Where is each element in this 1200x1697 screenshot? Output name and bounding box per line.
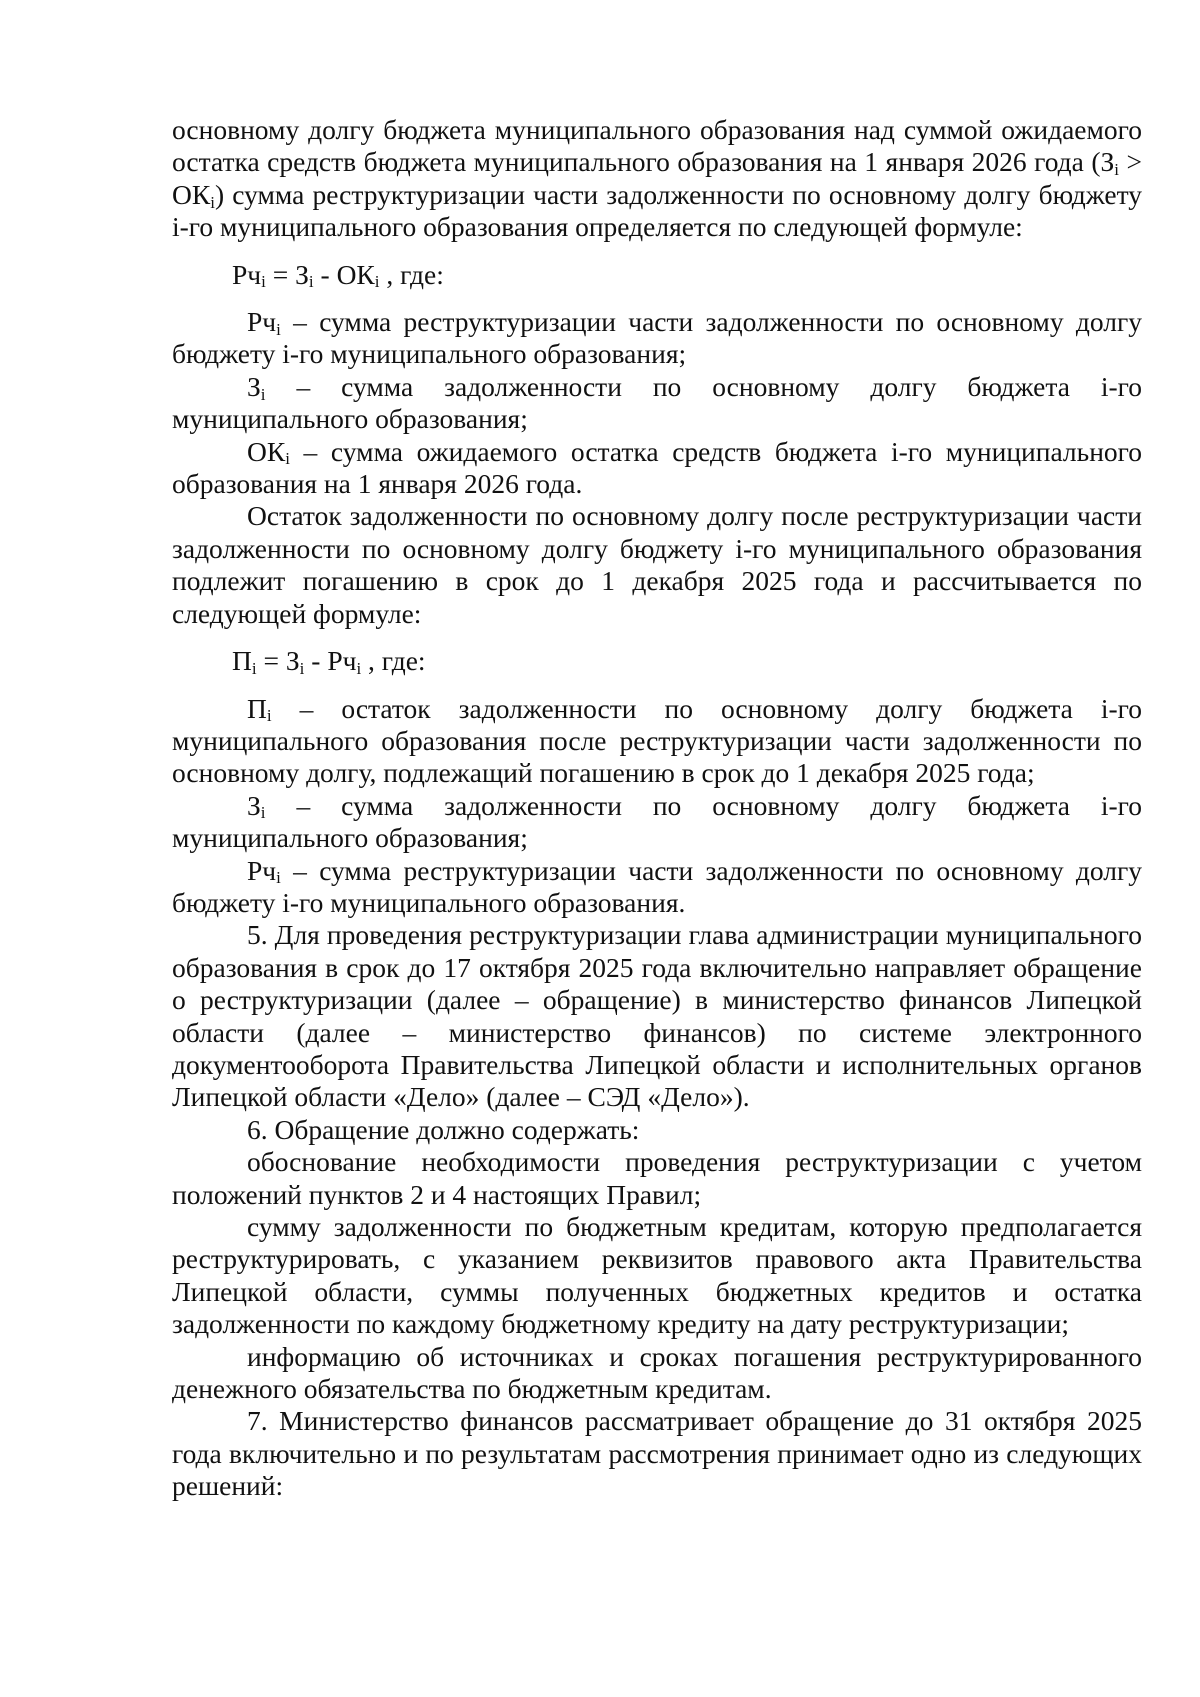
definition-symbol: ОК xyxy=(247,435,286,467)
definition-ok xyxy=(172,436,1142,501)
intro-text-tail: ) сумма реструктуризации части задолженности по основному долгу бюджету i-го муниципального образования определяется по следующей формуле: xyxy=(172,178,1142,243)
remainder-paragraph: Остаток задолженности по основному долгу после реструктуризации части задолженности по основному долгу бюджету i-го муниципального образования подлежит погашению в срок до 1 декабря 2025 года и рассчитывается по следующей формуле: xyxy=(172,500,1142,629)
formula-remainder xyxy=(172,645,1142,677)
definition-symbol: З xyxy=(247,370,261,402)
formula-symbol: П xyxy=(232,645,252,677)
definition-text: – сумма ожидаемого остатка средств бюджета i-го муниципального образования на 1 января 2026 года. xyxy=(172,435,1142,500)
formula-operator: = xyxy=(256,645,286,677)
subscript: i xyxy=(308,272,314,292)
formula-symbol: Рч xyxy=(232,258,262,290)
document-body xyxy=(172,114,1142,1503)
definition-rch-second xyxy=(172,855,1142,920)
definition-z xyxy=(172,371,1142,436)
section-6-item-debt-amount: сумму задолженности по бюджетным кредитам, которую предполагается реструктурировать, с указанием реквизитов правового акта Правительства Липецкой области, суммы полученных бюджетных кредитов и остатка задолженности по каждому бюджетному кредиту на дату реструктуризации; xyxy=(172,1211,1142,1340)
subscript: i xyxy=(251,658,257,678)
subscript: i xyxy=(374,272,380,292)
formula-restructuring xyxy=(172,259,1142,291)
subscript: i xyxy=(260,803,266,823)
formula-operator: - xyxy=(313,258,337,290)
section-6-item-repayment-sources: информацию об источниках и сроках погашения реструктурированного денежного обязательства по бюджетным кредитам. xyxy=(172,1340,1142,1405)
subscript: i xyxy=(356,658,362,678)
formula-tail: , где: xyxy=(379,258,444,290)
condition-operator: > xyxy=(1119,146,1142,178)
condition-symbol: З xyxy=(1100,146,1115,178)
formula-symbol: З xyxy=(295,258,309,290)
definition-z-second xyxy=(172,790,1142,855)
intro-text: основному долгу бюджета муниципального образования над суммой ожидаемого остатка средств бюджета муниципального образования на 1 января 2026 года ( xyxy=(172,114,1142,178)
definition-symbol: З xyxy=(247,789,261,821)
formula-symbol: З xyxy=(285,645,300,677)
condition-symbol: ОК xyxy=(172,178,211,210)
definition-text: – остаток задолженности по основному долгу бюджета i-го муниципального образования после реструктуризации части задолженности по основному долгу, подлежащий погашению в срок до 1 декабря 2025 года; xyxy=(172,692,1142,789)
definition-rch xyxy=(172,306,1142,371)
subscript: i xyxy=(276,319,281,339)
subscript: i xyxy=(261,272,266,292)
subscript: i xyxy=(260,384,266,404)
subscript: i xyxy=(210,192,215,212)
definition-text: – сумма реструктуризации части задолженности по основному долгу бюджету i-го муниципального образования; xyxy=(172,306,1142,370)
subscript: i xyxy=(276,868,281,888)
formula-operator: - xyxy=(304,645,328,677)
definition-text: – сумма задолженности по основному долгу бюджета i-го муниципального образования; xyxy=(172,370,1142,435)
subscript: i xyxy=(299,658,305,678)
section-6-item-justification: обоснование необходимости проведения реструктуризации с учетом положений пунктов 2 и 4 настоящих Правил; xyxy=(172,1146,1142,1210)
definition-symbol: Рч xyxy=(247,306,277,338)
definition-p xyxy=(172,693,1142,790)
intro-paragraph xyxy=(172,114,1142,244)
formula-symbol: ОК xyxy=(336,258,375,290)
formula-operator: = xyxy=(265,258,296,290)
section-7-paragraph: 7. Министерство финансов рассматривает обращение до 31 октября 2025 года включительно и по результатам рассмотрения принимает одно из следующих решений: xyxy=(172,1405,1142,1502)
subscript: i xyxy=(285,449,290,469)
subscript: i xyxy=(266,706,272,726)
subscript: i xyxy=(1114,160,1119,180)
formula-tail: , где: xyxy=(361,645,426,677)
section-5-paragraph: 5. Для проведения реструктуризации глава администрации муниципального образования в срок до 17 октября 2025 года включительно направляет обращение о реструктуризации (далее – обращение) в министерство финансов Липецкой области (далее – министерство финансов) по системе электронного документооборота Правительства Липецкой области и исполнительных органов Липецкой области «Дело» (далее – СЭД «Дело»). xyxy=(172,919,1142,1113)
definition-symbol: П xyxy=(247,692,267,724)
definition-text: – сумма реструктуризации части задолженности по основному долгу бюджету i-го муниципального образования. xyxy=(172,854,1142,918)
definition-text: – сумма задолженности по основному долгу бюджета i-го муниципального образования; xyxy=(172,789,1142,854)
definition-symbol: Рч xyxy=(247,854,277,886)
formula-symbol: Рч xyxy=(327,645,357,677)
section-6-heading: 6. Обращение должно содержать: xyxy=(247,1113,640,1145)
